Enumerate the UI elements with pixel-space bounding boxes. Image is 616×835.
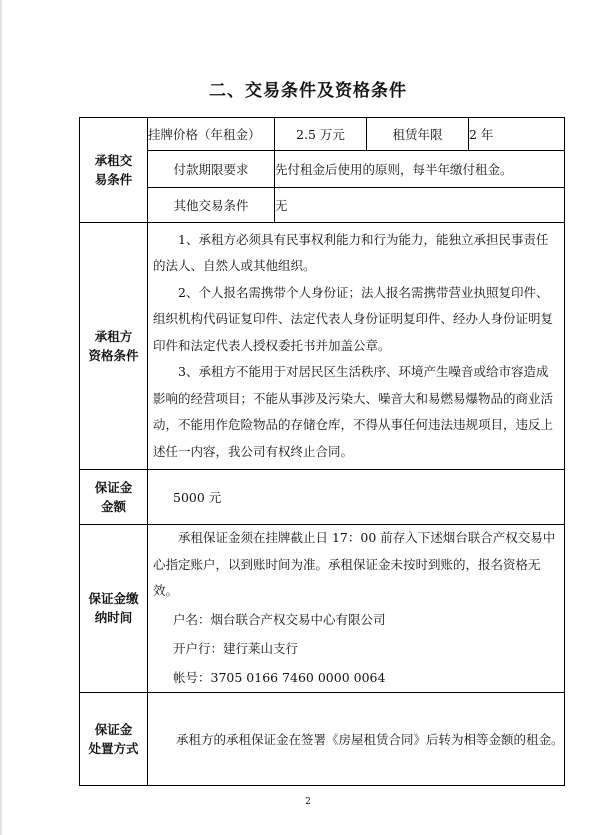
trade-conditions-label (80, 118, 148, 223)
deposit-time-text: 承租保证金须在挂牌截止日 17：00 前存入下述烟台联合产权交易中心指定账户，以到账时间为准。承租保证金未按时到账的，报名资格无效。 (153, 530, 556, 598)
qualification-label-line2: 资格条件 (88, 348, 139, 363)
page-number: 2 (305, 797, 311, 807)
table-row (80, 188, 565, 223)
deposit-amount-label (80, 470, 148, 525)
section-title: 二、交易条件及资格条件 (209, 81, 407, 101)
table-row (80, 151, 565, 188)
table-row (80, 470, 565, 525)
table-row (80, 692, 565, 785)
deposit-amount-value: 5000 元 (148, 470, 565, 525)
deposit-handling-label (80, 692, 148, 785)
deposit-label-line2: 金额 (100, 499, 126, 514)
deposit-handling-label-line1: 保证金 (94, 721, 133, 737)
deposit-time-content (148, 525, 565, 693)
other-conditions-value: 无 (275, 188, 565, 223)
deposit-time-label (80, 525, 148, 693)
deposit-time-label-line2: 纳时间 (94, 610, 133, 626)
price-value: 2.5 万元 (275, 118, 367, 151)
deposit-handling-text: 承租方的承租保证金在签署《房屋租赁合同》后转为相等金额的租金。 (148, 692, 565, 785)
payment-label: 付款期限要求 (148, 151, 275, 188)
qualification-label (80, 223, 148, 470)
account-name: 户名：烟台联合产权交易中心有限公司 (173, 611, 386, 627)
qualification-item: 1、承租方必须具有民事权利能力和行为能力，能独立承担民事责任的法人、自然人或其他组织。 (153, 231, 549, 274)
deposit-handling-label-line2: 处置方式 (88, 740, 139, 756)
table-row (80, 118, 565, 151)
table-row (80, 223, 565, 470)
other-conditions-label: 其他交易条件 (148, 188, 275, 223)
table-row (80, 525, 565, 693)
trade-label-line1: 承租交 (94, 153, 133, 168)
qualification-item: 3、承租方不能用于对居民区生活秩序、环境产生噪音或给市容造成影响的经营项目；不能从事涉及污染大、噪音大和易燃易爆物品的商业活动，不能用作危险物品的存储仓库，不得从事任何违法违规项目，违反上述任一内容，我公司有权终止合同。 (153, 364, 554, 459)
price-label: 挂牌价格（年租金） (148, 118, 275, 151)
conditions-table (79, 117, 565, 786)
qualification-content (148, 223, 565, 470)
term-value: 2 年 (469, 118, 565, 151)
qualification-item: 2、个人报名需携带个人身份证；法人报名需携带营业执照复印件、组织机构代码证复印件、法定代表人身份证明复印件、经办人身份证明复印件和法定代表人授权委托书并加盖公章。 (153, 284, 554, 353)
deposit-time-label-line1: 保证金缴 (88, 591, 139, 607)
payment-value: 先付租金后使用的原则，每半年缴付租金。 (275, 151, 565, 188)
trade-label-line2: 易条件 (94, 172, 133, 187)
qualification-label-line1: 承租方 (94, 329, 133, 344)
account-number: 帐号：3705 0166 7460 0000 0064 (173, 669, 386, 685)
page-edge (0, 0, 2, 835)
account-bank: 开户行：建行莱山支行 (173, 640, 299, 656)
deposit-label-line1: 保证金 (94, 480, 133, 495)
term-label: 租赁年限 (367, 118, 469, 151)
